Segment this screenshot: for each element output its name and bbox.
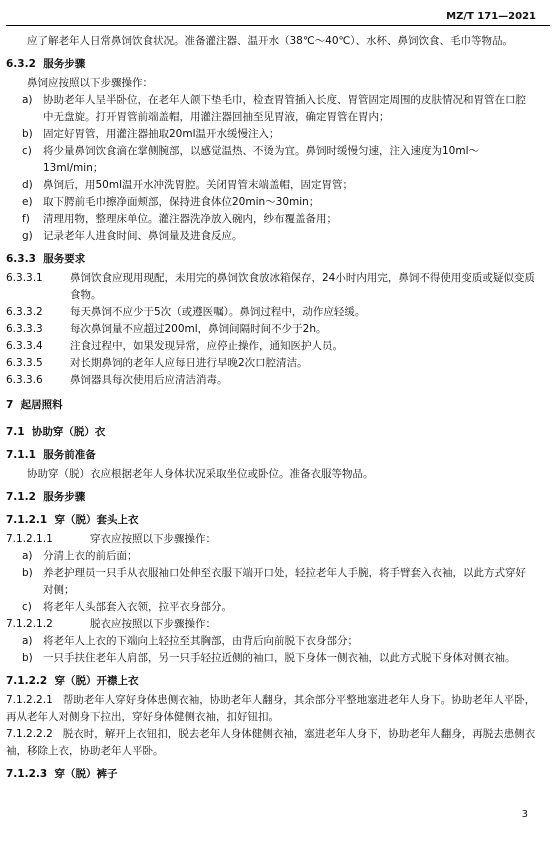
section-number: 6.3.3 [6, 253, 36, 265]
standard-code: MZ/T 171—2021 [446, 11, 536, 22]
chapter-number: 7 [6, 399, 14, 411]
clause-7-1-2-2-2 [6, 726, 536, 760]
clause-number: 7.1.2.2.2 [6, 728, 53, 740]
section-number: 7.1.2.1 [6, 514, 48, 526]
item-marker: d) [22, 179, 33, 191]
clause-number: 6.3.3.3 [6, 323, 43, 335]
intro-paragraph: 应了解老年人日常鼻饲饮食状况。准备灌注器、温开水（38℃～40℃）、水杯、鼻饲饮食、毛巾等物品。 [27, 35, 514, 47]
requirement-clause [6, 270, 536, 304]
heading-7-1-2-2 [6, 673, 536, 690]
clause-text: 对长期鼻饲的老年人应每日进行早晚2次口腔清洁。 [70, 357, 308, 369]
clause-text: 鼻饲器具每次使用后应清洁消毒。 [70, 374, 228, 386]
header-rule [6, 25, 550, 26]
section-title: 穿（脱）套头上衣 [54, 514, 139, 526]
requirement-clause [6, 372, 536, 389]
item-marker: a) [22, 550, 33, 562]
prep-paragraph: 协助穿（脱）衣应根据老年人身体状况采取坐位或卧位。准备衣服等物品。 [27, 468, 374, 480]
section-title: 穿（脱）裤子 [54, 768, 118, 780]
clause-number: 7.1.2.1.1 [6, 533, 53, 545]
list-item [6, 548, 536, 565]
item-marker: a) [22, 635, 33, 647]
clause-number: 6.3.3.6 [6, 374, 43, 386]
item-marker: b) [22, 567, 33, 579]
section-number: 7.1.1 [6, 449, 36, 461]
section-number: 7.1.2 [6, 491, 36, 503]
clause-text: 每天鼻饲不应少于5次（或遵医嘱）。鼻饲过程中，动作应轻缓。 [70, 306, 366, 318]
item-text: 固定好胃管，用灌注器抽取20ml温开水缓慢注入； [43, 128, 280, 140]
heading-7 [6, 397, 536, 414]
clause-text: 脱衣应按照以下步骤操作： [90, 618, 216, 630]
item-text: 清理用物，整理床单位。灌注器洗净放入碗内，纱布覆盖备用； [43, 213, 337, 225]
list-item [6, 211, 536, 228]
list-item [6, 633, 536, 650]
clause-text: 穿衣应按照以下步骤操作： [90, 533, 216, 545]
item-text: 协助老年人呈半卧位，在老年人颌下垫毛巾，检查胃管插入长度、胃管固定周围的皮肤情况和胃管在口腔中无盘旋。打开胃管前端盖帽，用灌注器回抽至见胃液，确定胃管在胃内； [43, 94, 526, 123]
section-title: 服务要求 [43, 253, 86, 265]
item-marker: f) [22, 213, 30, 225]
clause-text: 鼻饲饮食应现用现配，未用完的鼻饲饮食放冰箱保存，24小时内用完，鼻饲不得使用变质或疑似变质食物。 [70, 272, 535, 301]
section-title: 服务步骤 [43, 491, 86, 503]
requirement-clause [6, 304, 536, 321]
heading-6-3-2 [6, 56, 536, 73]
heading-7-1 [6, 424, 536, 441]
clause-number: 7.1.2.1.2 [6, 618, 53, 630]
section-title: 服务前准备 [43, 449, 96, 461]
clause-7-1-2-1-2 [6, 616, 536, 633]
item-marker: b) [22, 652, 33, 664]
list-item [6, 126, 536, 143]
list-item [6, 599, 536, 616]
list-item [6, 228, 536, 245]
clause-text: 每次鼻饲量不应超过200ml，鼻饲间隔时间不少于2h。 [70, 323, 327, 335]
list-item [6, 177, 536, 194]
clause-number: 6.3.3.4 [6, 340, 43, 352]
requirement-clause [6, 355, 536, 372]
requirement-list [6, 270, 536, 389]
heading-6-3-3 [6, 251, 536, 268]
list-item [6, 92, 536, 126]
item-marker: c) [22, 145, 32, 157]
item-text: 养老护理员一只手从衣服袖口处伸至衣服下端开口处，轻拉老年人手腕，将手臂套入衣袖，以此方式穿好对侧； [43, 567, 526, 596]
list-item [6, 650, 536, 667]
item-text: 记录老年人进食时间、鼻饲量及进食反应。 [43, 230, 243, 242]
item-marker: g) [22, 230, 33, 242]
clause-7-1-2-1-1 [6, 531, 536, 548]
item-marker: c) [22, 601, 32, 613]
section-title: 协助穿（脱）衣 [31, 426, 106, 438]
page-number: 3 [521, 809, 528, 820]
item-text: 将老年人头部套入衣领，拉平衣身部分。 [43, 601, 232, 613]
clause-text: 注食过程中，如果发现异常，应停止操作，通知医护人员。 [70, 340, 343, 352]
item-marker: e) [22, 196, 33, 208]
heading-7-1-2-3 [6, 766, 536, 783]
clause-text: 帮助老年人穿好身体患侧衣袖，协助老年人翻身，其余部分平整地塞进老年人身下。协助老年人平卧，再从老年人对侧身下拉出，穿好身体健侧衣袖，扣好钮扣。 [6, 694, 536, 723]
section-number: 7.1.2.2 [6, 675, 48, 687]
clause-7-1-2-2-1 [6, 692, 536, 726]
requirement-clause [6, 338, 536, 355]
list-item [6, 143, 536, 177]
list-item [6, 565, 536, 599]
item-text: 将老年人上衣的下端向上轻拉至其胸部，由背后向前脱下衣身部分； [43, 635, 358, 647]
list-item [6, 194, 536, 211]
section-title: 服务步骤 [43, 58, 86, 70]
clause-number: 6.3.3.1 [6, 272, 43, 284]
page-body [6, 33, 536, 785]
item-text: 将少量鼻饲饮食滴在掌侧腕部，以感觉温热、不烫为宜。鼻饲时缓慢匀速，注入速度为10ml～13ml/min； [43, 145, 480, 174]
lead-paragraph: 鼻饲应按照以下步骤操作： [27, 77, 153, 89]
section-number: 7.1.2.3 [6, 768, 48, 780]
heading-7-1-2-1 [6, 512, 536, 529]
clause-number: 7.1.2.2.1 [6, 694, 53, 706]
section-number: 7.1 [6, 426, 25, 438]
item-marker: b) [22, 128, 33, 140]
clause-number: 6.3.3.5 [6, 357, 43, 369]
heading-7-1-1 [6, 447, 536, 464]
item-marker: a) [22, 94, 33, 106]
step-list [6, 92, 536, 245]
section-title: 穿（脱）开襟上衣 [54, 675, 139, 687]
dress-step-list [6, 548, 536, 616]
section-number: 6.3.2 [6, 58, 36, 70]
chapter-title: 起居照料 [20, 399, 63, 411]
item-text: 鼻饲后，用50ml温开水冲洗胃腔。关闭胃管末端盖帽，固定胃管； [43, 179, 354, 191]
requirement-clause [6, 321, 536, 338]
item-text: 取下腭前毛巾擦净面颊部，保持进食体位20min～30min； [43, 196, 320, 208]
heading-7-1-2 [6, 489, 536, 506]
clause-text: 脱衣时，解开上衣钮扣，脱去老年人身体健侧衣袖，塞进老年人身下，协助老年人翻身，再脱去患侧衣袖，移除上衣，协助老年人平卧。 [6, 728, 536, 757]
clause-number: 6.3.3.2 [6, 306, 43, 318]
item-text: 一只手扶住老年人肩部，另一只手轻拉近侧的袖口，脱下身体一侧衣袖，以此方式脱下身体对侧衣袖。 [43, 652, 516, 664]
undress-step-list [6, 633, 536, 667]
item-text: 分清上衣的前后面； [43, 550, 138, 562]
